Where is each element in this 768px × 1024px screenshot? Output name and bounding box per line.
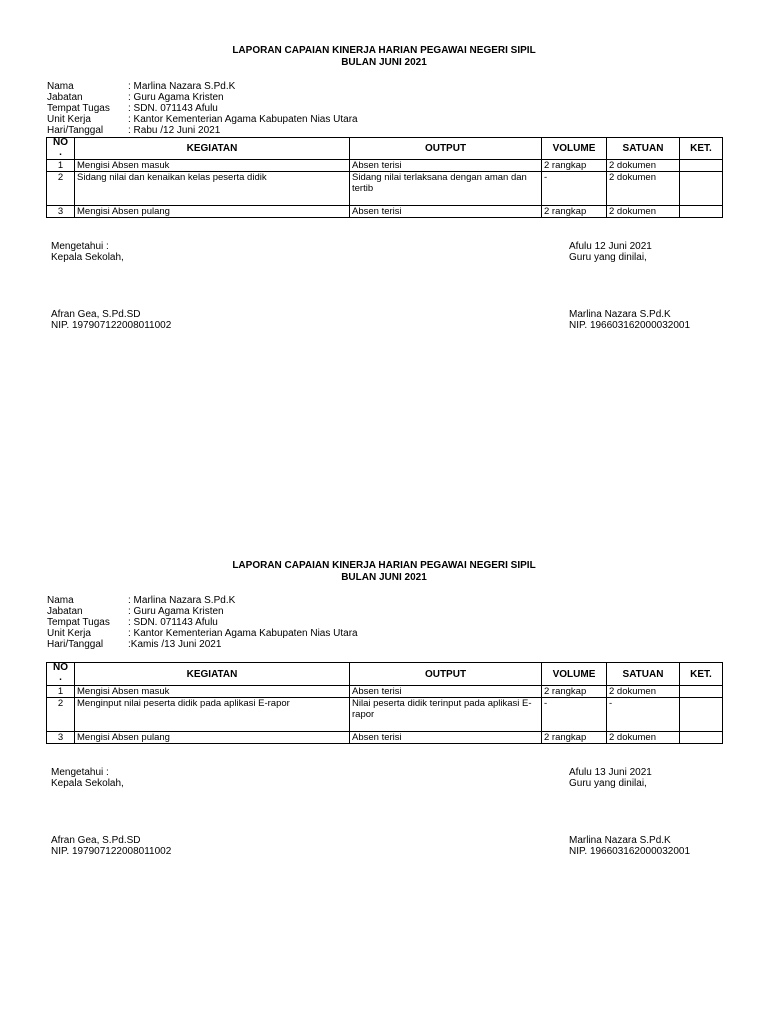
sig-line: Guru yang dinilai, xyxy=(569,252,647,263)
cell-no: 1 xyxy=(47,160,75,172)
sig-line: Kepala Sekolah, xyxy=(51,252,124,263)
info-row-nama xyxy=(47,595,358,606)
table-row xyxy=(47,732,723,744)
info-label: Nama xyxy=(47,81,74,92)
cell-output: Absen terisi xyxy=(350,160,542,172)
info-value: : Marlina Nazara S.Pd.K xyxy=(128,81,236,92)
header-output: OUTPUT xyxy=(350,663,542,686)
info-value: : Guru Agama Kristen xyxy=(128,606,224,617)
cell-ket xyxy=(680,172,723,206)
sig-name: Afran Gea, S.Pd.SD xyxy=(51,309,141,320)
info-value: : Guru Agama Kristen xyxy=(128,92,224,103)
activity-table xyxy=(46,137,723,218)
cell-no: 3 xyxy=(47,732,75,744)
sig-line: Kepala Sekolah, xyxy=(51,778,124,789)
cell-ket xyxy=(680,732,723,744)
header-no: NO . xyxy=(47,138,75,160)
info-row-jabatan xyxy=(47,92,358,103)
right-signature-name xyxy=(569,835,690,857)
sig-line: Mengetahui : xyxy=(51,767,109,778)
header-kegiatan: KEGIATAN xyxy=(75,138,350,160)
table-header-row xyxy=(47,663,723,686)
info-value: : SDN. 071143 Afulu xyxy=(128,617,218,628)
cell-ket xyxy=(680,206,723,218)
cell-satuan: - xyxy=(607,698,680,732)
cell-satuan: 2 dokumen xyxy=(607,172,680,206)
left-signature-block xyxy=(51,767,124,789)
employee-info xyxy=(47,81,358,136)
sig-nip: NIP. 196603162000032001 xyxy=(569,320,691,331)
info-label: Tempat Tugas xyxy=(47,103,110,114)
cell-volume: 2 rangkap xyxy=(542,686,607,698)
info-label: Tempat Tugas xyxy=(47,617,110,628)
cell-no: 2 xyxy=(47,172,75,206)
sig-nip: NIP. 197907122008011002 xyxy=(51,846,172,857)
info-row-hari-tanggal xyxy=(47,125,358,136)
cell-kegiatan: Sidang nilai dan kenaikan kelas peserta didik xyxy=(75,172,350,206)
cell-kegiatan: Mengisi Absen masuk xyxy=(75,686,350,698)
activity-table xyxy=(46,662,723,744)
info-label: Hari/Tanggal xyxy=(47,125,104,136)
table-row xyxy=(47,686,723,698)
header-ket: KET. xyxy=(680,663,723,686)
info-label: Nama xyxy=(47,595,74,606)
header-ket: KET. xyxy=(680,138,723,160)
report-subtitle: BULAN JUNI 2021 xyxy=(341,57,427,68)
info-row-hari-tanggal xyxy=(47,639,358,650)
table-header-row xyxy=(47,138,723,160)
info-row-unit-kerja xyxy=(47,628,358,639)
header-volume: VOLUME xyxy=(542,138,607,160)
cell-satuan: 2 dokumen xyxy=(607,686,680,698)
sig-line: Afulu 13 Juni 2021 xyxy=(569,767,652,778)
cell-no: 2 xyxy=(47,698,75,732)
cell-satuan: 2 dokumen xyxy=(607,732,680,744)
table-row xyxy=(47,698,723,732)
employee-info xyxy=(47,595,358,650)
info-label: Unit Kerja xyxy=(47,114,91,125)
header-satuan: SATUAN xyxy=(607,663,680,686)
cell-output: Absen terisi xyxy=(350,732,542,744)
report-2 xyxy=(0,515,768,857)
sig-name: Afran Gea, S.Pd.SD xyxy=(51,835,141,846)
header-satuan: SATUAN xyxy=(607,138,680,160)
cell-output: Nilai peserta didik terinput pada aplikasi E-rapor xyxy=(350,698,542,732)
info-value: : SDN. 071143 Afulu xyxy=(128,103,218,114)
info-row-tempat-tugas xyxy=(47,617,358,628)
info-value: : Rabu /12 Juni 2021 xyxy=(128,125,221,136)
cell-kegiatan: Menginput nilai peserta didik pada aplikasi E-rapor xyxy=(75,698,350,732)
left-signature-block xyxy=(51,241,124,263)
report-subtitle: BULAN JUNI 2021 xyxy=(341,572,427,583)
cell-output: Sidang nilai terlaksana dengan aman dan tertib xyxy=(350,172,542,206)
info-label: Hari/Tanggal xyxy=(47,639,104,650)
cell-ket xyxy=(680,686,723,698)
info-value: : Marlina Nazara S.Pd.K xyxy=(128,595,236,606)
info-row-nama xyxy=(47,81,358,92)
right-signature-block xyxy=(569,767,652,789)
info-label: Unit Kerja xyxy=(47,628,91,639)
left-signature-name xyxy=(51,835,171,857)
sig-name: Marlina Nazara S.Pd.K xyxy=(569,309,671,320)
header-kegiatan: KEGIATAN xyxy=(75,663,350,686)
sig-name: Marlina Nazara S.Pd.K xyxy=(569,835,671,846)
info-value: : Kantor Kementerian Agama Kabupaten Nias Utara xyxy=(128,114,358,125)
cell-no: 3 xyxy=(47,206,75,218)
cell-kegiatan: Mengisi Absen pulang xyxy=(75,206,350,218)
cell-volume: 2 rangkap xyxy=(542,206,607,218)
cell-volume: 2 rangkap xyxy=(542,160,607,172)
cell-kegiatan: Mengisi Absen pulang xyxy=(75,732,350,744)
sig-nip: NIP. 196603162000032001 xyxy=(569,846,691,857)
info-label: Jabatan xyxy=(47,92,83,103)
info-value: :Kamis /13 Juni 2021 xyxy=(128,639,222,650)
cell-ket xyxy=(680,698,723,732)
info-label: Jabatan xyxy=(47,606,83,617)
sig-line: Mengetahui : xyxy=(51,241,109,252)
sig-line: Guru yang dinilai, xyxy=(569,778,647,789)
cell-output: Absen terisi xyxy=(350,686,542,698)
header-volume: VOLUME xyxy=(542,663,607,686)
cell-satuan: 2 dokumen xyxy=(607,160,680,172)
info-value: : Kantor Kementerian Agama Kabupaten Nias Utara xyxy=(128,628,358,639)
left-signature-name xyxy=(51,309,171,331)
cell-satuan: 2 dokumen xyxy=(607,206,680,218)
cell-ket xyxy=(680,160,723,172)
report-title: LAPORAN CAPAIAN KINERJA HARIAN PEGAWAI NEGERI SIPIL xyxy=(232,45,536,56)
sig-nip: NIP. 197907122008011002 xyxy=(51,320,172,331)
right-signature-block xyxy=(569,241,652,263)
table-row xyxy=(47,206,723,218)
cell-kegiatan: Mengisi Absen masuk xyxy=(75,160,350,172)
cell-output: Absen terisi xyxy=(350,206,542,218)
report-title: LAPORAN CAPAIAN KINERJA HARIAN PEGAWAI NEGERI SIPIL xyxy=(232,560,536,571)
info-row-tempat-tugas xyxy=(47,103,358,114)
table-row xyxy=(47,172,723,206)
cell-no: 1 xyxy=(47,686,75,698)
info-row-jabatan xyxy=(47,606,358,617)
sig-line: Afulu 12 Juni 2021 xyxy=(569,241,652,252)
cell-volume: 2 rangkap xyxy=(542,732,607,744)
header-no: NO . xyxy=(47,663,75,686)
cell-volume: - xyxy=(542,698,607,732)
right-signature-name xyxy=(569,309,690,331)
report-1 xyxy=(0,0,768,330)
cell-volume: - xyxy=(542,172,607,206)
header-output: OUTPUT xyxy=(350,138,542,160)
info-row-unit-kerja xyxy=(47,114,358,125)
table-row xyxy=(47,160,723,172)
